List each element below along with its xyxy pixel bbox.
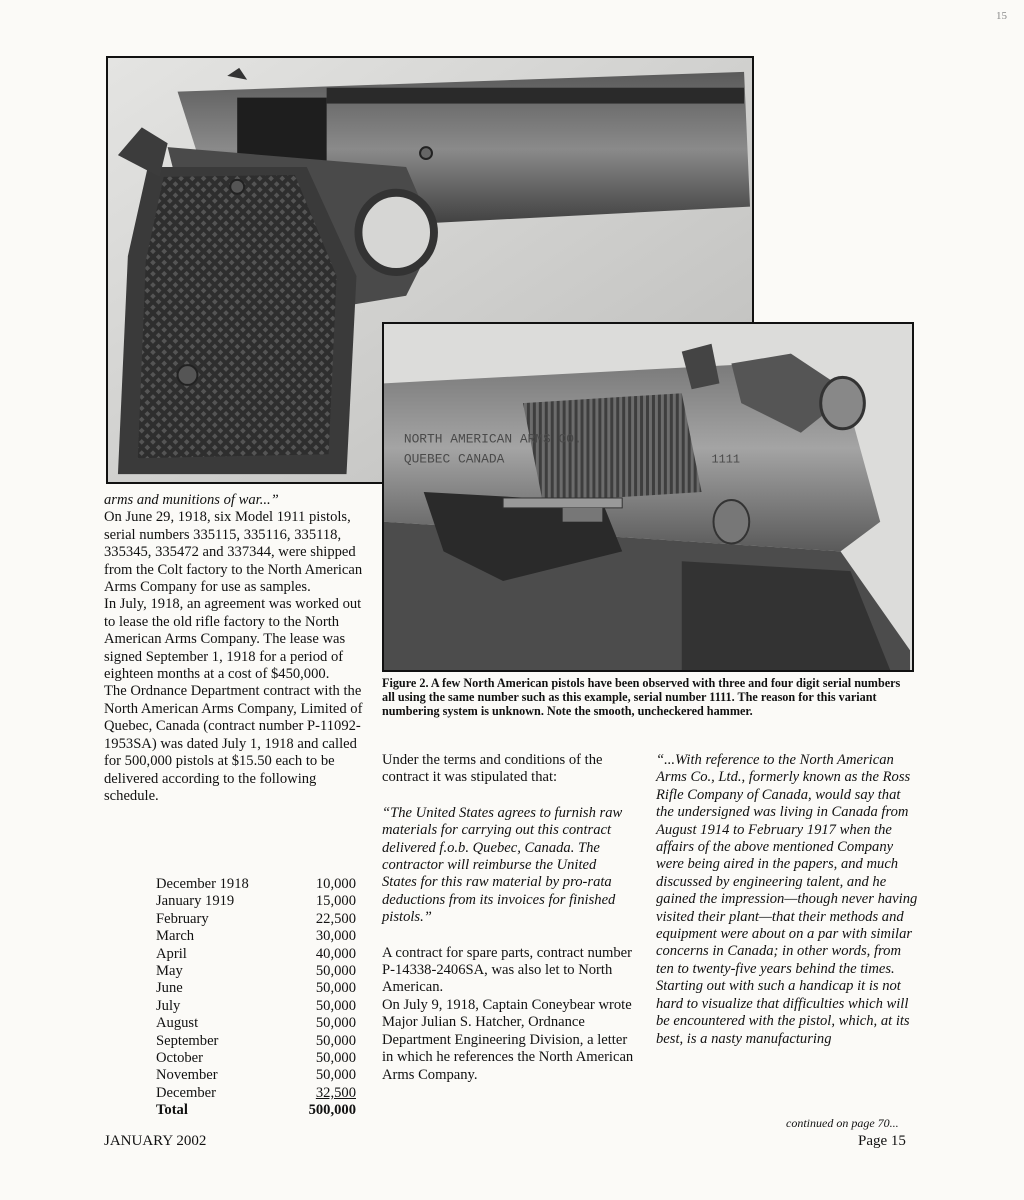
schedule-amount: 50,000 [315,1067,356,1084]
column-3 [656,752,918,1048]
pistol-closeup-photo [382,322,914,672]
schedule-amount: 10,000 [315,876,356,892]
paragraph-contract: The Ordnance Department contract with the North American Arms Company, Limited of Quebec, Canada (contract number P-11092-1953SA) was dated July 1, 1918 and called for 500,000 pistols at $15.50 each to be delivered according to the following schedule. [104,683,363,804]
svg-text:NORTH AMERICAN ARMS CO.: NORTH AMERICAN ARMS CO. [403,431,582,447]
paragraph-samples: On June 29, 1918, six Model 1911 pistols, serial numbers 335115, 335116, 335118, 335345, 335472 and 337344, were shipped from the Colt factory to the North American Arms Company for use as samples. [104,509,363,596]
schedule-month: May [156,963,183,980]
schedule-amount: 15,000 [315,893,356,910]
lead-in-text: arms and munitions of war...” [104,492,279,508]
contract-quote: “The United States agrees to furnish raw materials for carrying out this contract delivered f.o.b. Quebec, Canada. The contractor will reimburse the United States for this raw material by pro-rata deductions from its invoices for finished pistols.” [382,804,623,926]
schedule-amount: 50,000 [315,1050,356,1067]
table-row [156,946,356,963]
table-row [156,928,356,945]
schedule-month: November [156,1067,218,1084]
schedule-month: August [156,1015,199,1032]
schedule-month: April [156,945,187,962]
issue-date: JANUARY 2002 [104,1133,207,1149]
table-row [156,998,356,1015]
schedule-amount: 50,000 [315,980,356,997]
page-corner-number: 15 [996,10,1007,22]
schedule-month: February [156,910,209,927]
page-number: Page 15 [858,1133,906,1149]
schedule-month: March [156,928,195,945]
paragraph-lease: In July, 1918, an agreement was worked out to lease the old rifle factory to the North American Arms Company. The lease was signed September 1, 1918 for a period of eighteen months at a cost of $450,000. [104,596,362,683]
column-2 [382,752,634,1084]
schedule-amount: 50,000 [315,997,356,1014]
table-row [156,1033,356,1050]
schedule-month: September [156,1032,219,1049]
schedule-amount: 50,000 [315,1015,356,1032]
table-row [156,893,356,910]
spare-parts-paragraph: A contract for spare parts, contract number P-14338-2406SA, was also let to North American. [382,944,633,996]
continued-note: continued on page 70... [786,1116,899,1130]
schedule-amount: 50,000 [315,963,356,980]
table-row [156,1067,356,1084]
schedule-amount: 30,000 [315,928,356,945]
table-row [156,911,356,928]
table-row [156,1050,356,1067]
coneybear-paragraph: On July 9, 1918, Captain Coneybear wrote Major Julian S. Hatcher, Ordnance Department Engineering Division, a letter in which he references the North American Arms Company. [382,996,634,1083]
schedule-amount: 32,500 [315,1084,356,1101]
schedule-amount: 22,500 [315,910,356,927]
schedule-month: July [156,997,181,1014]
svg-text:QUEBEC CANADA: QUEBEC CANADA [403,451,505,467]
delivery-schedule-table [156,876,356,1120]
table-row [156,876,356,893]
serial-stamp: 1111 [711,452,741,467]
figure-caption: Figure 2. A few North American pistols have been observed with three and four digit serial numbers all using the same number such as this example, serial number 1111. The reason for this variant numbering system is unknown. Note the smooth, uncheckered hammer. [382,676,901,718]
column-1 [104,492,372,805]
schedule-total-label: Total [156,1102,188,1119]
table-row [156,1015,356,1032]
schedule-month: January 1919 [156,893,235,910]
schedule-month: June [156,980,183,997]
schedule-month: December 1918 [156,876,249,892]
pistol-slide-closeup-icon [384,324,912,670]
table-row [156,963,356,980]
schedule-total-amount: 500,000 [308,1102,356,1119]
schedule-month: October [156,1050,204,1067]
table-row [156,980,356,997]
schedule-month: December [156,1084,216,1101]
terms-intro: Under the terms and conditions of the contract it was stipulated that: [382,752,603,786]
schedule-amount: 50,000 [315,1032,356,1049]
schedule-amount: 40,000 [315,945,356,962]
letter-quote: “...With reference to the North American Arms Co., Ltd., formerly known as the Ross Rifle Company of Canada, would say that the undersigned was living in Canada from August 1914 to February 1917 when the affairs of the above mentioned Company were being aired in the papers, and much discussed by engineering talent, and he gained the impression—though never having visited their plant—that their methods and equipment were about on a par with similar concerns in Canada; in other words, from ten to twenty-five years behind the times. Starting out with such a handicap it is not hard to visualize that difficulties which will be encountered with the pistol, which, at its best, is a nasty manufacturing [656,752,918,1047]
table-row [156,1085,356,1102]
table-total-row [156,1102,356,1119]
